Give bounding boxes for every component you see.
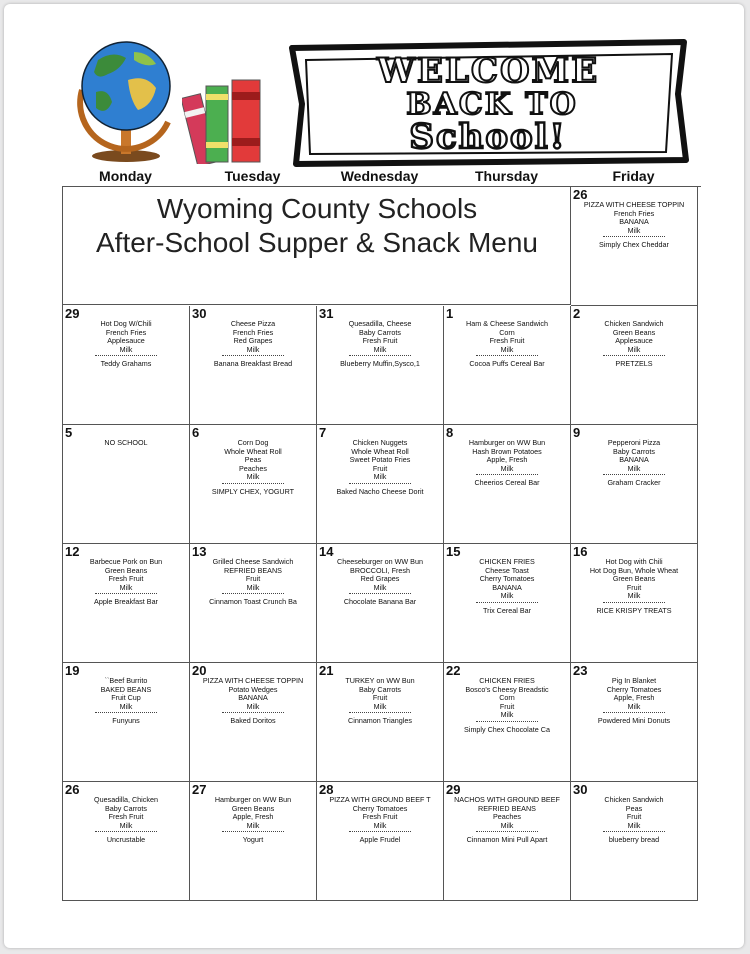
meal-item: Fruit (499, 702, 515, 711)
meal-item: Applesauce (107, 337, 145, 346)
weekday-friday: Friday (612, 168, 655, 184)
meal-item: Milk (627, 821, 641, 830)
meal-item: Milk (627, 702, 641, 711)
meal-item: Red Grapes (233, 337, 273, 346)
snack-item: Cinnamon Triangles (348, 716, 412, 726)
meal-item: Fruit Cup (111, 694, 141, 703)
day-cell (444, 425, 571, 544)
meal-item: Sweet Potato Fries (349, 456, 411, 465)
meal-items (573, 201, 695, 249)
title-line-2: After-School Supper & Snack Menu (95, 227, 538, 258)
day-cell (63, 306, 190, 425)
meal-items (65, 796, 187, 844)
snack-divider (603, 236, 665, 237)
snack-divider (476, 602, 538, 603)
day-cell (317, 306, 444, 425)
meal-items (446, 320, 568, 368)
snack-divider (349, 593, 411, 594)
snack-item: Apple Frudel (359, 835, 401, 845)
meal-item: Cherry Tomatoes (606, 685, 662, 694)
snack-divider (95, 593, 157, 594)
day-number: 26 (65, 782, 80, 797)
meal-item: Milk (246, 345, 260, 354)
day-cell (63, 663, 190, 782)
meal-item: Milk (246, 702, 260, 711)
meal-item: Milk (119, 821, 133, 830)
meal-item: French Fries (613, 209, 655, 218)
meal-item: French Fries (232, 328, 274, 337)
day-cell (571, 663, 698, 782)
meal-item: Quesadilla, Cheese (348, 320, 412, 328)
day-number: 19 (65, 663, 80, 678)
meal-item: Hamburger on WW Bun (214, 796, 292, 804)
day-cell (63, 782, 190, 901)
meal-items (319, 320, 441, 368)
meal-item: Bosco's Cheesy Breadstic (465, 685, 549, 694)
snack-item: RICE KRISPY TREATS (596, 605, 672, 615)
day-number: 22 (446, 663, 461, 678)
globe-illustration (68, 30, 186, 165)
meal-items (446, 796, 568, 844)
meal-item: Hot Dog W/Chili (100, 320, 152, 328)
meal-item: BANANA (619, 218, 649, 227)
meal-item: Apple, Fresh (486, 456, 528, 465)
snack-item: Graham Cracker (607, 478, 661, 488)
meal-item: Fruit (626, 813, 642, 822)
snack-item: Yogurt (242, 835, 264, 845)
meal-items (573, 677, 695, 725)
day-number: 7 (319, 425, 327, 440)
meal-item: Milk (500, 345, 514, 354)
day-number: 21 (319, 663, 334, 678)
sign-line-2: BACK TO (406, 87, 578, 122)
meal-item: Milk (500, 592, 514, 601)
meal-items (319, 796, 441, 844)
snack-divider (349, 355, 411, 356)
day-cell (190, 425, 317, 544)
day-cell (571, 782, 698, 901)
meal-item: Baby Carrots (613, 447, 655, 456)
meal-item: Potato Wedges (228, 685, 278, 694)
meal-item: Hash Brown Potatoes (472, 447, 542, 456)
day-number: 30 (192, 306, 207, 321)
meal-item: Quesadilla, Chicken (94, 796, 158, 804)
snack-divider (349, 831, 411, 832)
snack-item: Baked Doritos (230, 716, 276, 726)
weekday-thursday: Thursday (474, 168, 538, 184)
snack-divider (603, 355, 665, 356)
sign-line-1: WELCOME (376, 51, 600, 91)
day-number: 14 (319, 544, 334, 559)
meal-item: Chicken Sandwich (604, 796, 664, 804)
meal-item: Ham & Cheese Sandwich (466, 320, 548, 328)
meal-item: NO SCHOOL (104, 439, 148, 447)
snack-item: blueberry bread (608, 835, 660, 845)
meal-item: Hamburger on WW Bun (468, 439, 546, 447)
meal-items (573, 796, 695, 844)
snack-item: Apple Breakfast Bar (94, 597, 158, 607)
meal-items (65, 320, 187, 368)
meal-item: PIZZA WITH CHEESE TOPPIN (583, 201, 685, 209)
snack-item: Chocolate Banana Bar (343, 597, 417, 607)
meal-item: REFRIED BEANS (478, 804, 536, 813)
snack-divider (222, 712, 284, 713)
snack-divider (349, 483, 411, 484)
meal-item: Milk (373, 583, 387, 592)
day-number: 27 (192, 782, 207, 797)
snack-item: Cheerios Cereal Bar (474, 478, 540, 488)
meal-item: Fruit (372, 694, 388, 703)
title-line-1: Wyoming County Schools (156, 193, 478, 224)
day-number: 26 (573, 187, 588, 202)
day-number: 29 (65, 306, 80, 321)
meal-items (319, 439, 441, 496)
meal-item: ``Beef Burrito (104, 677, 148, 685)
snack-item: Cocoa Puffs Cereal Bar (469, 359, 545, 369)
snack-divider (95, 712, 157, 713)
meal-item: Milk (119, 702, 133, 711)
meal-item: Barbecue Pork on Bun (89, 558, 163, 566)
snack-item: Funyuns (112, 716, 140, 726)
day-cell (444, 663, 571, 782)
meal-item: Green Beans (104, 566, 148, 575)
day-number: 12 (65, 544, 80, 559)
meal-item: Milk (500, 711, 514, 720)
day-number: 29 (446, 782, 461, 797)
menu-calendar (62, 186, 701, 901)
meal-items (65, 677, 187, 725)
day-number: 8 (446, 425, 454, 440)
meal-item: Milk (246, 821, 260, 830)
day-number: 16 (573, 544, 588, 559)
meal-items (446, 439, 568, 487)
meal-item: Peas (244, 456, 262, 465)
meal-item: Fresh Fruit (362, 337, 398, 346)
snack-item: Blueberry Muffin,Sysco,1 (340, 359, 420, 369)
meal-item: BANANA (492, 583, 522, 592)
meal-items (192, 439, 314, 496)
day-number: 9 (573, 425, 581, 440)
meal-item: Baby Carrots (359, 685, 401, 694)
snack-item: Simply Chex Cheddar (599, 240, 669, 250)
meal-item: PIZZA WITH GROUND BEEF T (329, 796, 431, 804)
snack-item: Banana Breakfast Bread (213, 359, 293, 369)
meal-items (192, 796, 314, 844)
meal-item: Pig In Blanket (611, 677, 657, 685)
meal-item: Red Grapes (360, 575, 400, 584)
snack-divider (222, 831, 284, 832)
day-number: 13 (192, 544, 207, 559)
day-cell (190, 544, 317, 663)
meal-item: Milk (500, 464, 514, 473)
meal-items (573, 439, 695, 487)
meal-item: Fruit (626, 583, 642, 592)
meal-item: CHICKEN FRIES (479, 677, 535, 685)
weekday-header (62, 168, 700, 186)
day-number: 20 (192, 663, 207, 678)
snack-item: Teddy Grahams (100, 359, 152, 369)
meal-items (192, 677, 314, 725)
meal-item: French Fries (105, 328, 147, 337)
meal-item: Milk (627, 592, 641, 601)
meal-item: Green Beans (612, 328, 656, 337)
day-cell (444, 782, 571, 901)
snack-divider (349, 712, 411, 713)
meal-item: Apple, Fresh (613, 694, 655, 703)
day-number: 31 (319, 306, 334, 321)
snack-item: Simply Chex Chocolate Ca (464, 724, 550, 734)
meal-item: Fruit (372, 464, 388, 473)
meal-items (65, 439, 187, 448)
meal-item: Grilled Cheese Sandwich (212, 558, 294, 566)
snack-item: Powdered Mini Donuts (597, 716, 671, 726)
meal-item: Peaches (493, 813, 521, 822)
day-cell (571, 425, 698, 544)
meal-items (446, 558, 568, 615)
snack-item: Cinnamon Mini Pull Apart (466, 835, 548, 845)
meal-item: Milk (246, 473, 260, 482)
meal-item: BANANA (238, 694, 268, 703)
meal-item: Corn (499, 328, 515, 337)
snack-divider (603, 712, 665, 713)
meal-item: Whole Wheat Roll (224, 447, 282, 456)
day-cell (190, 663, 317, 782)
meal-item: Milk (119, 345, 133, 354)
day-cell (190, 782, 317, 901)
day-cell (317, 782, 444, 901)
welcome-sign (282, 34, 694, 170)
weekday-wednesday: Wednesday (340, 168, 419, 184)
meal-item: Cheese Pizza (230, 320, 276, 328)
meal-item: Cherry Tomatoes (352, 804, 408, 813)
day-cell (444, 306, 571, 425)
meal-item: Apple, Fresh (232, 813, 274, 822)
day-cell (571, 187, 698, 306)
day-cell (317, 544, 444, 663)
meal-item: Milk (119, 583, 133, 592)
snack-divider (222, 355, 284, 356)
title-block (63, 187, 571, 305)
day-number: 5 (65, 425, 73, 440)
meal-item: Chicken Nuggets (352, 439, 408, 447)
meal-item: Milk (373, 473, 387, 482)
meal-item: CHICKEN FRIES (479, 558, 535, 566)
snack-divider (476, 831, 538, 832)
meal-item: Fresh Fruit (489, 337, 525, 346)
snack-divider (476, 721, 538, 722)
meal-item: Fresh Fruit (362, 813, 398, 822)
meal-items (573, 320, 695, 368)
meal-items (319, 558, 441, 606)
meal-item: Chicken Sandwich (604, 320, 664, 328)
meal-item: Milk (373, 345, 387, 354)
meal-item: Baby Carrots (105, 804, 147, 813)
meal-item: PIZZA WITH CHEESE TOPPIN (202, 677, 304, 685)
meal-item: Green Beans (612, 575, 656, 584)
meal-item: Baby Carrots (359, 328, 401, 337)
day-cell (571, 544, 698, 663)
meal-items (573, 558, 695, 615)
meal-item: TURKEY on WW Bun (345, 677, 415, 685)
sign-line-3: School! (409, 117, 567, 157)
meal-item: Fruit (245, 575, 261, 584)
meal-item: Milk (373, 702, 387, 711)
day-number: 1 (446, 306, 454, 321)
meal-item: Milk (246, 583, 260, 592)
snack-item: Baked Nacho Cheese Dorit (336, 486, 424, 496)
meal-item: Green Beans (231, 804, 275, 813)
meal-item: Pepperoni Pizza (607, 439, 661, 447)
snack-divider (95, 355, 157, 356)
day-cell (63, 425, 190, 544)
weekday-tuesday: Tuesday (224, 168, 281, 184)
meal-item: BROCCOLI, Fresh (350, 566, 410, 575)
meal-item: Whole Wheat Roll (351, 447, 409, 456)
meal-item: Peaches (239, 464, 267, 473)
snack-item: SIMPLY CHEX, YOGURT (211, 486, 295, 496)
meal-item: Cherry Tomatoes (479, 575, 535, 584)
snack-divider (95, 831, 157, 832)
meal-item: Applesauce (615, 337, 653, 346)
snack-divider (476, 355, 538, 356)
day-number: 2 (573, 306, 581, 321)
meal-items (319, 677, 441, 725)
meal-item: Hot Dog with Chili (605, 558, 663, 566)
day-cell (317, 663, 444, 782)
snack-divider (476, 474, 538, 475)
meal-item: Cheese Toast (485, 566, 529, 575)
day-cell (317, 425, 444, 544)
day-number: 23 (573, 663, 588, 678)
meal-item: Milk (627, 464, 641, 473)
snack-item: Uncrustable (106, 835, 146, 845)
weekday-monday: Monday (99, 168, 152, 184)
meal-items (192, 320, 314, 368)
day-cell (571, 306, 698, 425)
day-cell (190, 306, 317, 425)
meal-item: REFRIED BEANS (224, 566, 282, 575)
day-number: 28 (319, 782, 334, 797)
snack-divider (222, 483, 284, 484)
meal-items (65, 558, 187, 606)
meal-item: Milk (627, 226, 641, 235)
meal-item: Fresh Fruit (108, 813, 144, 822)
day-number: 30 (573, 782, 588, 797)
meal-item: NACHOS WITH GROUND BEEF (454, 796, 560, 804)
meal-item: BAKED BEANS (100, 685, 152, 694)
day-cell (63, 544, 190, 663)
meal-item: BANANA (619, 456, 649, 465)
day-number: 6 (192, 425, 200, 440)
meal-item: Corn Dog (237, 439, 269, 447)
snack-divider (603, 602, 665, 603)
snack-divider (222, 593, 284, 594)
meal-item: Fresh Fruit (108, 575, 144, 584)
meal-item: Milk (627, 345, 641, 354)
day-number: 15 (446, 544, 461, 559)
snack-item: Cinnamon Toast Crunch Ba (209, 597, 297, 607)
meal-items (446, 677, 568, 734)
meal-item: Corn (499, 694, 515, 703)
snack-divider (603, 474, 665, 475)
meal-item: Hot Dog Bun, Whole Wheat (589, 566, 679, 575)
day-cell (444, 544, 571, 663)
meal-item: Peas (625, 804, 643, 813)
snack-item: PRETZELS (615, 359, 653, 369)
meal-item: Cheeseburger on WW Bun (337, 558, 423, 566)
meal-items (192, 558, 314, 606)
books-illustration (182, 72, 272, 164)
meal-item: Milk (500, 821, 514, 830)
snack-item: Trix Cereal Bar (482, 605, 532, 615)
snack-divider (603, 831, 665, 832)
meal-item: Milk (373, 821, 387, 830)
